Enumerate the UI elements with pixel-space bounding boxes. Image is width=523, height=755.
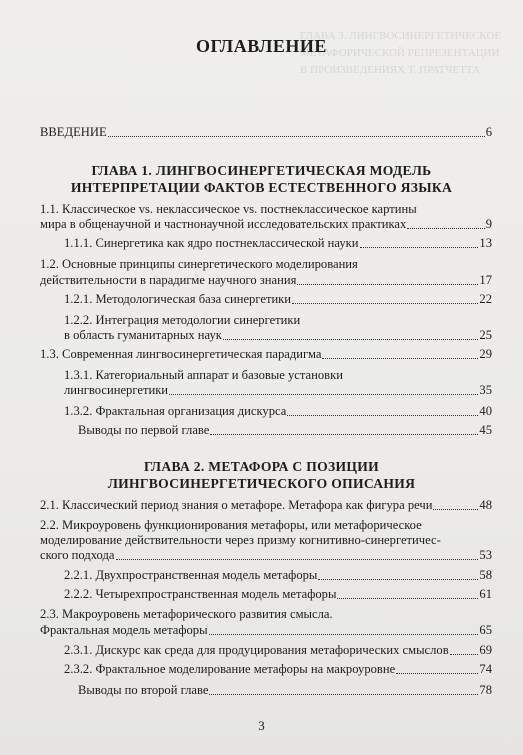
toc-entry-2-3-2[interactable] <box>64 662 492 677</box>
bleed-through-text: ГЛАВА 3. ЛИНГВОСИНЕРГЕТИЧЕСКОЕ МЕТАФОРИЧЕСКОЙ РЕПРЕЗЕНТАЦИИ В ПРОИЗВЕДЕНИЯХ Т. ПРАТЧЕТТА <box>300 30 502 76</box>
toc-entry-2-1[interactable] <box>40 498 492 513</box>
toc-entry-label: 1.2.1. Методологическая база синергетики <box>64 292 292 306</box>
toc-entry-1-2[interactable] <box>40 273 492 288</box>
toc-entry-label: лингвосинергетики <box>64 383 169 397</box>
toc-entry-label: 2.3.2. Фрактальное моделирование метафоры на макроуровне <box>64 662 396 676</box>
dot-leader <box>287 404 478 416</box>
dot-leader <box>337 587 478 599</box>
toc-page-number: 48 <box>479 498 492 512</box>
toc-page-number: 22 <box>479 292 492 306</box>
toc-entry-label: Выводы по второй главе <box>78 683 209 697</box>
toc-entry-1-1[interactable] <box>40 217 492 232</box>
toc-entry-label: 1.3.2. Фрактальная организация дискурса <box>64 404 287 418</box>
dot-leader <box>450 643 479 655</box>
toc-entry-2-2[interactable] <box>40 548 492 563</box>
toc-page-number: 69 <box>479 643 492 657</box>
toc-entry-2-3[interactable] <box>40 623 492 638</box>
toc-entry-1-3[interactable] <box>40 347 492 362</box>
toc-entry-label: 2.3.1. Дискурс как среда для продуцирования метафорических смыслов <box>64 643 449 657</box>
toc-entry-label: в область гуманитарных наук <box>64 328 222 342</box>
toc-entry-1-2-2-line-1[interactable]: 1.2.2. Интеграция методологии синергетики <box>64 313 301 327</box>
toc-entry-introduction[interactable] <box>40 125 492 140</box>
toc-entry-1-2-1[interactable] <box>64 292 492 307</box>
dot-leader <box>116 548 479 560</box>
toc-entry-label: действительности в парадигме научного знания <box>40 273 297 287</box>
toc-page-number: 13 <box>479 236 492 250</box>
toc-page-number: 35 <box>479 383 492 397</box>
toc-page-number: 74 <box>479 662 492 676</box>
dot-leader <box>433 498 478 510</box>
dot-leader <box>209 683 478 695</box>
toc-entry-2-2-line-2[interactable]: моделирование действительности через призму когнитивно-синергетичес- <box>40 533 441 547</box>
toc-entry-label: 1.1.1. Синергетика как ядро постнеклассической науки <box>64 236 359 250</box>
dot-leader <box>223 328 479 340</box>
toc-page-number: 9 <box>485 217 492 231</box>
chapter-1-heading-line-2: ИНТЕРПРЕТАЦИИ ФАКТОВ ЕСТЕСТВЕННОГО ЯЗЫКА <box>70 180 453 195</box>
toc-entry-chapter-2-conclusion[interactable] <box>78 683 492 698</box>
dot-leader <box>360 236 479 248</box>
dot-leader <box>292 292 478 304</box>
toc-entry-label: Фрактальная модель метафоры <box>40 623 208 637</box>
toc-entry-1-3-1[interactable] <box>64 383 492 398</box>
dot-leader <box>169 383 478 395</box>
dot-leader <box>318 568 478 580</box>
toc-entry-2-3-line-1[interactable]: 2.3. Макроуровень метафорического развития смысла. <box>40 607 333 621</box>
toc-entry-1-3-1-line-1[interactable]: 1.3.1. Категориальный аппарат и базовые установки <box>64 368 343 382</box>
toc-entry-2-2-1[interactable] <box>64 568 492 583</box>
toc-entry-1-2-line-1[interactable]: 1.2. Основные принципы синергетического моделирования <box>40 257 358 271</box>
toc-entry-1-1-1[interactable] <box>64 236 492 251</box>
dot-leader <box>322 347 478 359</box>
dot-leader <box>210 423 478 435</box>
toc-page-number: 29 <box>479 347 492 361</box>
toc-page-number: 6 <box>485 125 492 139</box>
toc-page-number: 65 <box>479 623 492 637</box>
chapter-1-heading-line-1: ГЛАВА 1. ЛИНГВОСИНЕРГЕТИЧЕСКАЯ МОДЕЛЬ <box>91 163 432 178</box>
toc-entry-chapter-1-conclusion[interactable] <box>78 423 492 438</box>
toc-entry-label: 2.1. Классический период знания о метафоре. Метафора как фигура речи <box>40 498 433 512</box>
dot-leader <box>396 662 478 674</box>
dot-leader <box>407 217 484 229</box>
toc-page-number: 58 <box>479 568 492 582</box>
toc-page-number: 40 <box>479 404 492 418</box>
toc-entry-2-2-2[interactable] <box>64 587 492 602</box>
toc-page-number: 53 <box>479 548 492 562</box>
dot-leader <box>108 125 485 137</box>
toc-entry-2-2-line-1[interactable]: 2.2. Микроуровень функционирования метафоры, или метафорическое <box>40 518 422 532</box>
toc-page-number: 61 <box>479 587 492 601</box>
toc-entry-label: мира в общенаучной и частнонаучной исследовательских практиках <box>40 217 407 231</box>
toc-page-number: 45 <box>479 423 492 437</box>
page-title: ОГЛАВЛЕНИЕ <box>196 36 327 56</box>
toc-entry-label: ВВЕДЕНИЕ <box>40 125 107 139</box>
toc-entry-2-3-1[interactable] <box>64 643 492 658</box>
chapter-2-heading-line-1: ГЛАВА 2. МЕТАФОРА С ПОЗИЦИИ <box>144 459 379 474</box>
page-number: 3 <box>258 718 265 733</box>
toc-entry-label: 1.3. Современная лингвосинергетическая парадигма <box>40 347 322 361</box>
toc-entry-label: ского подхода <box>40 548 115 562</box>
toc-page-number: 17 <box>479 273 492 287</box>
dot-leader <box>297 273 478 285</box>
toc-page-number: 78 <box>479 683 492 697</box>
dot-leader <box>209 623 479 635</box>
toc-entry-label: 2.2.2. Четырехпространственная модель метафоры <box>64 587 337 601</box>
toc-entry-1-2-2[interactable] <box>64 328 492 343</box>
toc-entry-1-1-line-1[interactable]: 1.1. Классическое vs. неклассическое vs. постнеклассическое картины <box>40 202 417 216</box>
toc-entry-label: 2.2.1. Двухпространственная модель метафоры <box>64 568 318 582</box>
toc-entry-1-3-2[interactable] <box>64 404 492 419</box>
toc-page-number: 25 <box>479 328 492 342</box>
toc-entry-label: Выводы по первой главе <box>78 423 210 437</box>
chapter-2-heading-line-2: ЛИНГВОСИНЕРГЕТИЧЕСКОГО ОПИСАНИЯ <box>107 476 416 491</box>
